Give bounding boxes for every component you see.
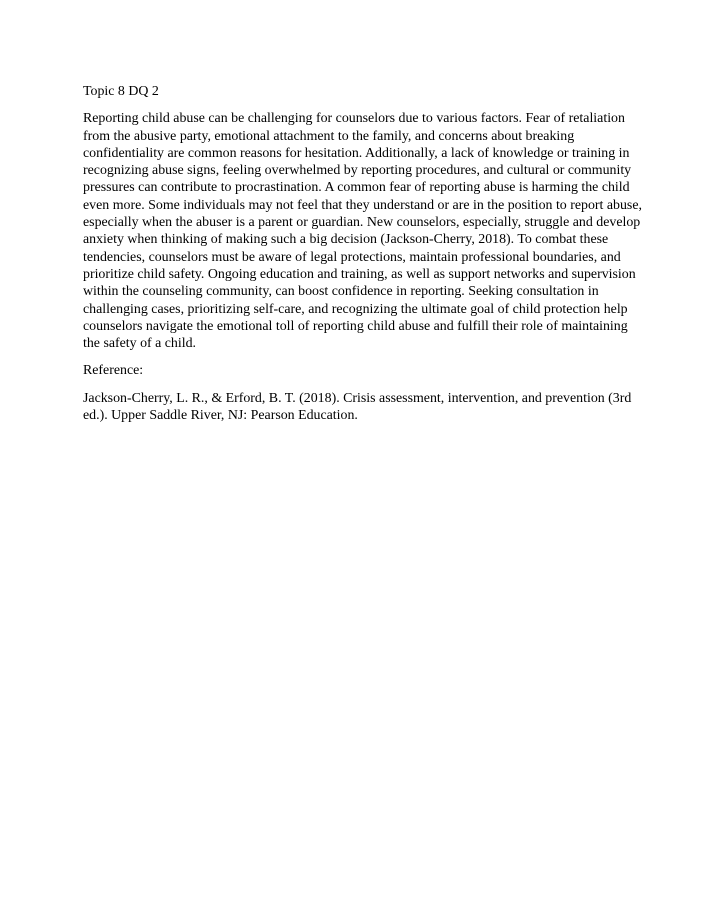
reference-citation: Jackson-Cherry, L. R., & Erford, B. T. (2018). Crisis assessment, intervention, and prevention (3rd ed.). Upper Saddle River, NJ: Pearson Education.	[83, 390, 632, 424]
body-paragraph: Reporting child abuse can be challenging for counselors due to various factors. Fear of retaliation from the abusive party, emotional attachment to the family, and concerns about breaking confidentiality are common reasons for hesitation. Additionally, a lack of knowledge or training in recognizing abuse signs, feeling overwhelmed by reporting procedures, and cultural or community pressures can contribute to procrastination. A common fear of reporting abuse is harming the child even more. Some individuals may not feel that they understand or are in the position to report abuse, especially when the abuser is a parent or guardian. New counselors, especially, struggle and develop anxiety when thinking of making such a big decision (Jackson-Cherry, 2018). To combat these tendencies, counselors must be aware of legal protections, maintain professional boundaries, and prioritize child safety. Ongoing education and training, as well as support networks and supervision within the counseling community, can boost confidence in reporting. Seeking consultation in challenging cases, prioritizing self-care, and recognizing the ultimate goal of child protection help counselors navigate the emotional toll of reporting child abuse and fulfill their role of maintaining the safety of a child.	[83, 111, 642, 352]
document-content	[83, 83, 643, 424]
document-title: Topic 8 DQ 2	[83, 84, 159, 99]
reference-label: Reference:	[83, 363, 144, 379]
